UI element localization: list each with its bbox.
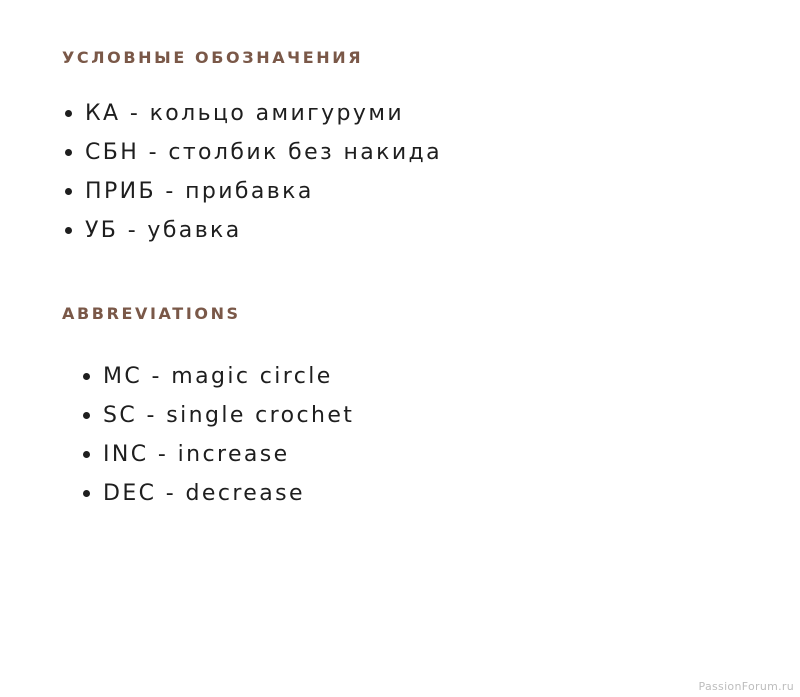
list-item [62,172,442,211]
bullet-icon [83,412,90,419]
watermark: PassionForum.ru [698,680,794,693]
list-item [62,94,442,133]
list-item [80,435,354,474]
list-item-text: INC - increase [103,442,290,467]
list-item [80,474,354,513]
list-item-text: СБН - столбик без накида [85,140,443,165]
list-item-text: MC - magic circle [103,364,333,389]
list-item-text: КА - кольцо амигуруми [85,101,405,126]
bullet-icon [83,373,90,380]
section-heading-russian: УСЛОВНЫЕ ОБОЗНАЧЕНИЯ [62,48,364,67]
bullet-icon [65,188,72,195]
bullet-icon [83,490,90,497]
list-item-text: DEC - decrease [103,481,305,506]
list-item [62,211,442,250]
bullet-icon [65,149,72,156]
abbreviation-list-russian [62,94,442,250]
list-item [80,396,354,435]
list-item-text: УБ - убавка [85,218,242,243]
list-item [62,133,442,172]
list-item-text: ПРИБ - прибавка [85,179,314,204]
list-item-text: SC - single crochet [103,403,355,428]
abbreviation-list-english [80,357,354,513]
section-heading-english: ABBREVIATIONS [62,304,241,323]
bullet-icon [83,451,90,458]
bullet-icon [65,110,72,117]
list-item [80,357,354,396]
bullet-icon [65,227,72,234]
